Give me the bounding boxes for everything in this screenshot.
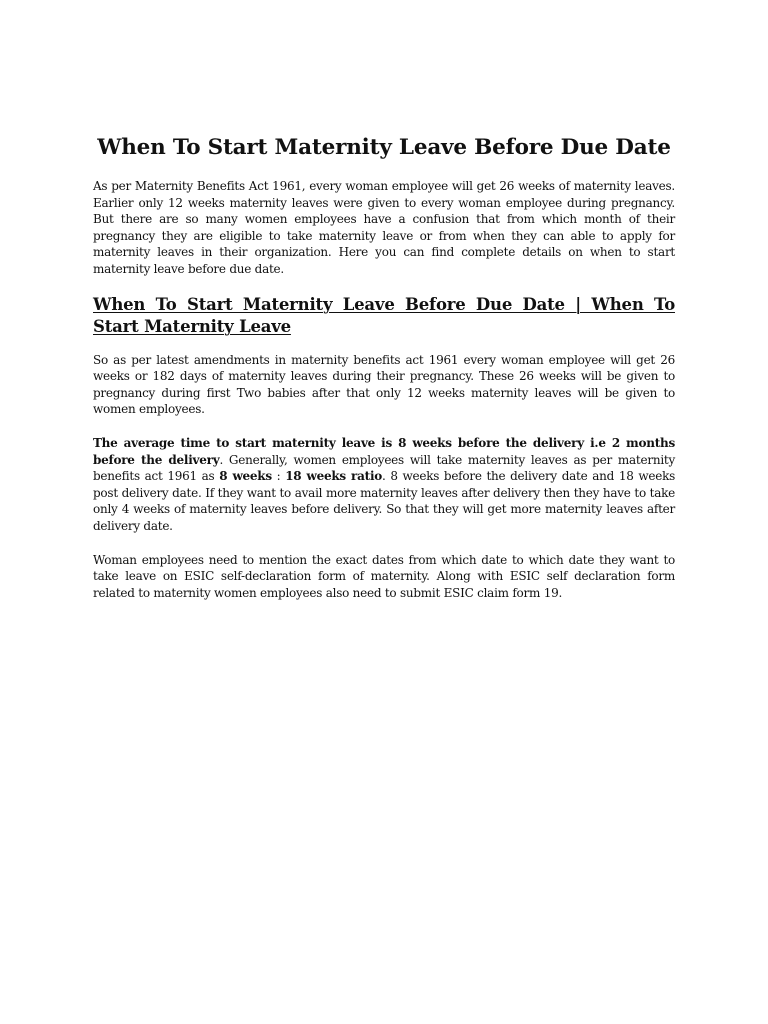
bold-lead-text: The average time to start maternity leave is 8 weeks before the delivery i.e 2 months before the delivery — [93, 435, 675, 467]
paragraph-text: . Generally, women employees will take maternity leaves as per maternity benefits act 1961 as — [93, 452, 676, 484]
bold-ratio-weeks: 8 weeks — [219, 469, 272, 484]
ratio-separator: : — [271, 469, 286, 484]
paragraph-weeks: So as per latest amendments in maternity benefits act 1961 every woman employee will get 26 weeks or 182 days of maternity leaves during their pregnancy. These 26 weeks will be given to pregnancy during first Two babies after that only 12 weeks maternity leaves will be given to women employees. — [93, 352, 675, 417]
paragraph-text: . 8 weeks before the delivery date and 18 weeks post delivery date. If they want to avail more maternity leaves after delivery then they have to take only 4 weeks of maternity leaves before delivery. So that they will get more maternity leaves after delivery date. — [93, 469, 675, 533]
bold-ratio-text: 18 weeks ratio — [285, 469, 383, 484]
paragraph-average-time — [93, 435, 675, 535]
document-title: When To Start Maternity Leave Before Due Date — [97, 135, 671, 160]
intro-paragraph: As per Maternity Benefits Act 1961, every woman employee will get 26 weeks of maternity leaves. Earlier only 12 weeks maternity leaves were given to every woman employee during pregnancy. But there are so many women employees have a confusion that from which month of their pregnancy they are eligible to take maternity leave or from when they can able to apply for maternity leaves in their organization. Here you can find complete details on when to start maternity leave before due date. — [93, 179, 675, 276]
section-heading: When To Start Maternity Leave Before Due Date | When To Start Maternity Leave — [93, 294, 675, 336]
document-page — [93, 134, 675, 601]
paragraph-esic-form: Woman employees need to mention the exact dates from which date to which date they want to take leave on ESIC self-declaration form of maternity. Along with ESIC self declaration form related to maternity women employees also need to submit ESIC claim form 19. — [93, 552, 675, 600]
